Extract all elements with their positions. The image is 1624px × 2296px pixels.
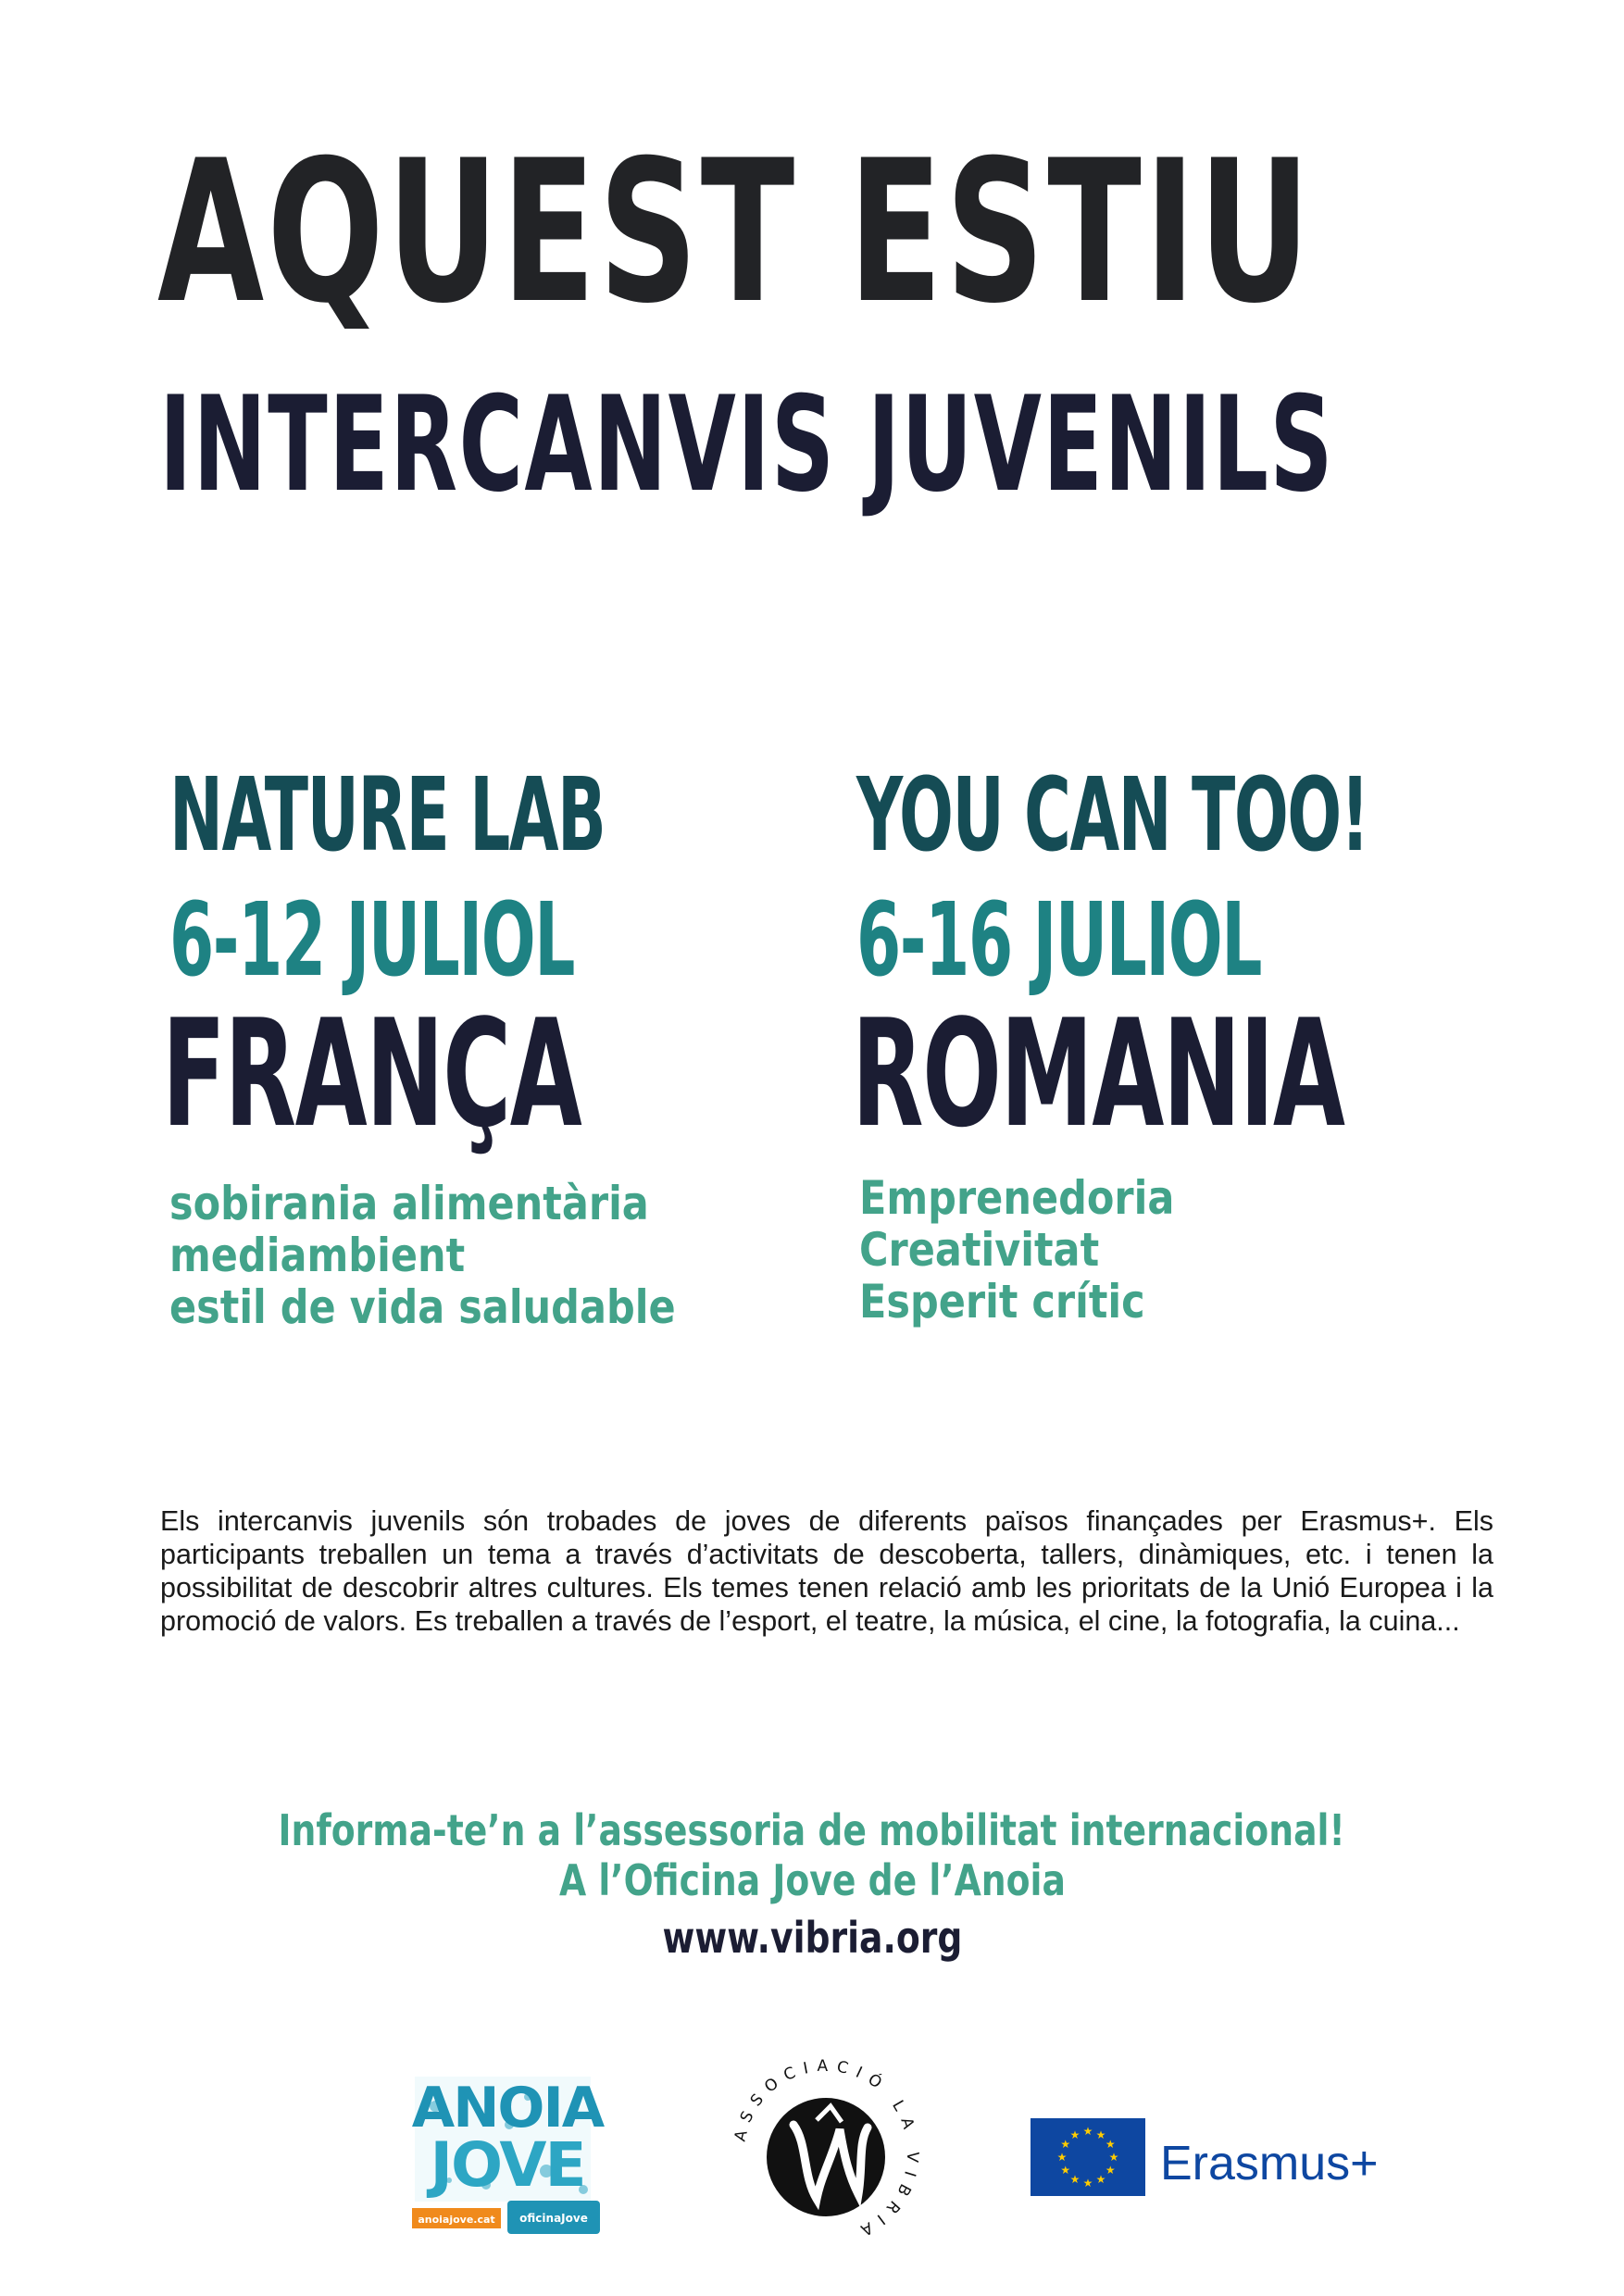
eu-star: ★ <box>1082 2125 1093 2138</box>
eu-star: ★ <box>1108 2151 1119 2164</box>
anoia-logo-bottom-text: JOVE <box>430 2129 585 2201</box>
eu-star: ★ <box>1069 2173 1081 2187</box>
topic-item: Esperit crític <box>859 1275 1145 1329</box>
eu-star: ★ <box>1082 2177 1093 2190</box>
anoia-logo-top-text: ANOIA <box>411 2076 604 2140</box>
vibria-logo-graphic <box>729 2055 923 2250</box>
exchange-country: ROMANIA <box>852 987 1344 1160</box>
exchange-dates: 6-12 JULIOL <box>169 880 574 999</box>
topic-item: estil de vida saludable <box>169 1280 676 1334</box>
exchange-dates: 6-16 JULIOL <box>856 880 1261 999</box>
eu-star: ★ <box>1105 2164 1116 2177</box>
cta-text: A l’Oficina Jove de l’Anoia <box>558 1855 1066 1905</box>
exchange-topics <box>859 1172 1226 1328</box>
erasmus-plus-text: Erasmus+ <box>1160 2137 1379 2190</box>
eu-star: ★ <box>1105 2138 1116 2151</box>
eu-star: ★ <box>1095 2128 1106 2141</box>
topic-item: Creativitat <box>859 1223 1100 1277</box>
eu-star: ★ <box>1095 2173 1106 2187</box>
website-url[interactable]: www.vibria.org <box>662 1913 962 1963</box>
oficina-badge-text: oficinaJove <box>519 2212 588 2225</box>
vibria-logo <box>729 2055 923 2250</box>
website-link[interactable] <box>0 1913 1624 1963</box>
topic-item: Emprenedoria <box>859 1171 1175 1225</box>
anoia-badge-text: anoiajove.cat <box>418 2214 495 2226</box>
eu-star: ★ <box>1060 2138 1071 2151</box>
cta-text: Informa-te’n a l’assessoria de mobilitat internacional! <box>278 1805 1346 1855</box>
exchange-name: NATURE LAB <box>169 755 606 874</box>
eu-star: ★ <box>1069 2128 1081 2141</box>
cta-line <box>0 1855 1624 1905</box>
erasmus-plus-logo <box>1031 2116 1429 2200</box>
topic-item: mediambient <box>169 1229 466 1282</box>
cta-line <box>0 1805 1624 1855</box>
eu-star: ★ <box>1060 2164 1071 2177</box>
poster-title-line1: AQUEST ESTIU <box>157 118 1314 346</box>
topic-item: sobirania alimentària <box>169 1177 649 1230</box>
eu-star: ★ <box>1056 2151 1068 2164</box>
exchange-topics <box>169 1178 758 1333</box>
description-paragraph: Els intercanvis juvenils són trobades de joves de diferents països finançades per Erasmus+. Els participants treballen un tema a través d’activitats de descoberta, tallers, dinàmiques, etc. i tenen la possibilitat de descobrir altres cultures. Els temes tenen relació amb les prioritats de la Unió Europea i la promoció de valors. Es treballen a través de l’esport, el teatre, la música, el cine, la fotografia, la cuina... <box>160 1505 1493 1637</box>
vibria-ring-text: ASSOCIACIÓ LA VIBRIA <box>731 2056 922 2243</box>
anoia-jove-logo <box>398 2069 616 2240</box>
eu-flag-graphic <box>1031 2116 1429 2200</box>
exchange-name: YOU CAN TOO! <box>856 755 1368 874</box>
exchange-country: FRANÇA <box>162 987 581 1160</box>
poster-title-line2: INTERCANVIS JUVENILS <box>159 368 1334 521</box>
anoia-jove-logo-graphic <box>398 2069 616 2240</box>
